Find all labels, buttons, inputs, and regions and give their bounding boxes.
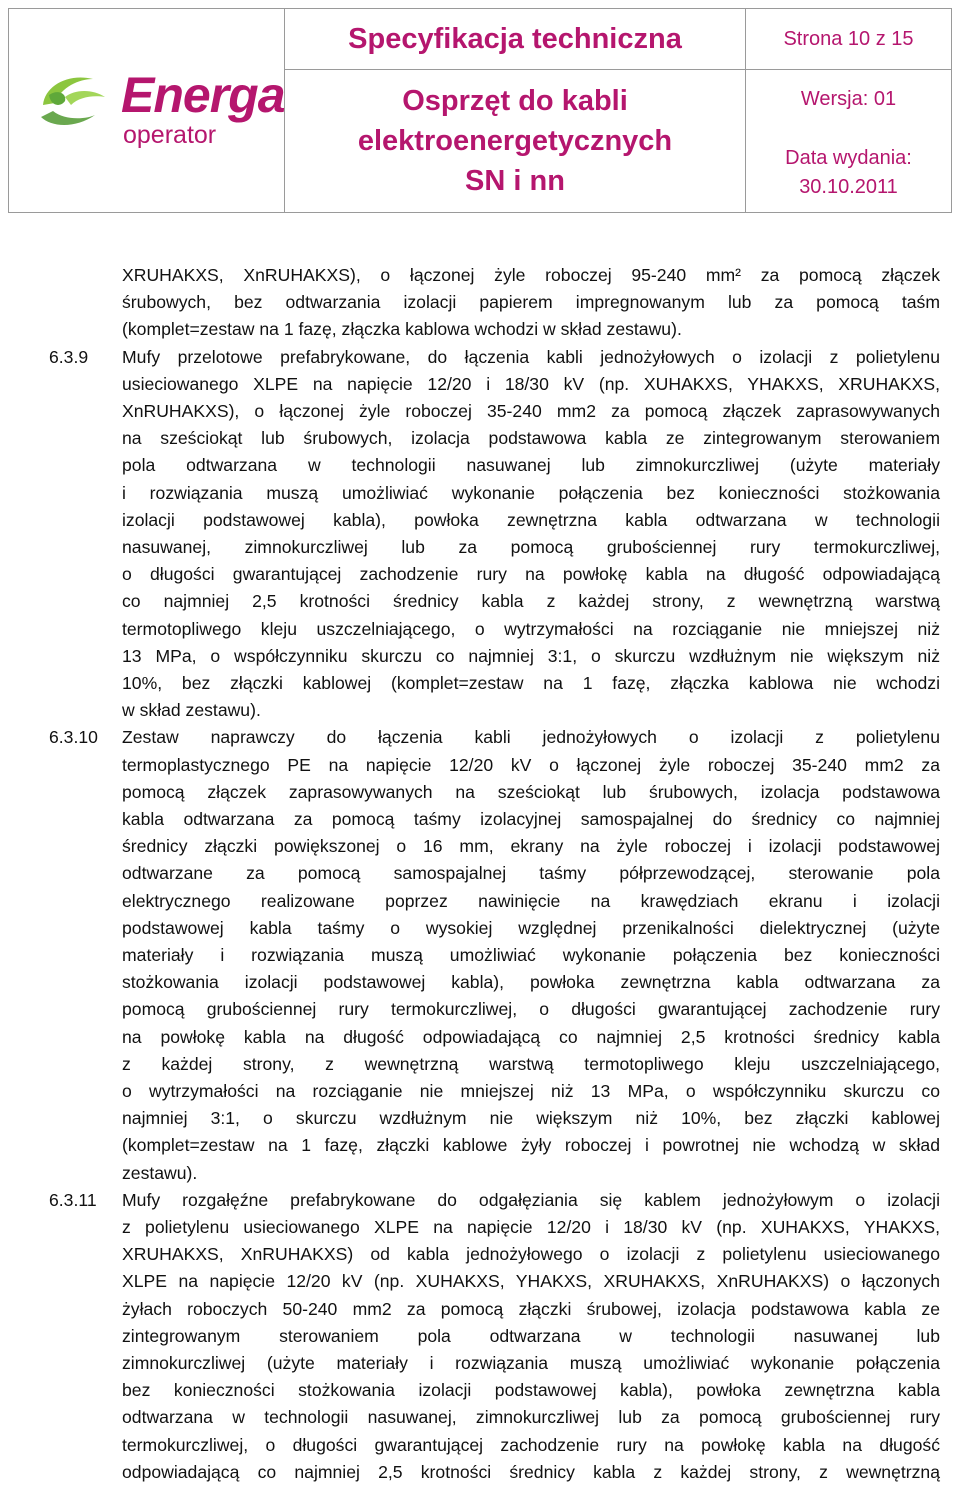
body-text-line: odtwarzana w technologii nasuwanej, zimnokurczliwej lub za pomocą grubościennej rury xyxy=(122,1407,940,1428)
body-text-line: najmniej 3:1, o skurczu wzdłużnym nie większym niż 10%, bez złączki kablowej xyxy=(122,1108,940,1129)
body-text-line: w skład zestawu). xyxy=(122,700,261,721)
subject-line-2: elektroenergetycznych xyxy=(357,125,673,157)
body-text-line: pola odtwarzana w technologii nasuwanej lub zimnokurczliwej (użyte materiały xyxy=(122,455,940,476)
title-cell xyxy=(285,9,746,212)
body-text-line: bez konieczności stożkowania izolacji podstawowej kabla), powłoka zewnętrzna kabla xyxy=(122,1380,940,1401)
body-text-line: termokurczliwej, o długości gwarantującej zachodzenie rury na powłokę kabla na długość xyxy=(122,1434,940,1455)
body-text-line: żyłach roboczych 50-240 mm2 za pomocą złączki śrubowej, izolacja podstawowa kabla ze xyxy=(122,1298,940,1319)
body-text-line: średnicy złączki powiększonej o 16 mm, ekrany na żyle roboczej i izolacji podstawowej xyxy=(122,836,940,857)
body-text-line: XnRUHAKXS), o łączonej żyle roboczej 35-240 mm2 za pomocą złączek zaprasowywanych xyxy=(122,401,940,421)
body-text-line: z polietylenu usieciowanego XLPE na napięcie 12/20 i 18/30 kV (np. XUHAKXS, YHAKXS, xyxy=(122,1217,940,1237)
body-text-line: elektrycznego realizowane poprzez nawinięcie na krawędziach ekranu i izolacji xyxy=(122,890,940,911)
body-text-line: nasuwanej, zimnokurczliwej lub za pomocą grubościennej rury termokurczliwej, xyxy=(122,537,940,557)
body-text-line: materiały i rozwiązania muszą umożliwiać wykonanie połączenia bez konieczności xyxy=(122,945,940,965)
body-text-line: XRUHAKXS, XnRUHAKXS) od kabla jednożyłowego o izolacji z polietylenu usieciowanego xyxy=(122,1244,940,1265)
body-text-line: o wytrzymałości na rozciąganie nie mniejszej niż 13 MPa, o współczynniku skurczu co xyxy=(122,1081,940,1101)
subject-line-3: SN i nn xyxy=(465,165,565,197)
body-text-line: pomocą grubościennej rury termokurczliwej, o długości gwarantującej zachodzenie rury xyxy=(122,999,940,1020)
version-block xyxy=(746,70,951,212)
body-text-line: XLPE na napięcie 12/20 kV (np. XUHAKXS, YHAKXS, XRUHAKXS, XnRUHAKXS) o łączonych xyxy=(122,1271,940,1292)
body-text-line: 13 MPa, o współczynniku skurczu co najmniej 3:1, o skurczu wzdłużnym nie większym niż xyxy=(122,645,940,666)
body-text-line: na powłokę kabla na długość odpowiadającą co najmniej 2,5 krotności średnicy kabla xyxy=(122,1026,940,1047)
body-text-line: zimnokurczliwej (użyte materiały i rozwiązania muszą umożliwiać wykonanie połączenia xyxy=(122,1353,940,1373)
section-number: 6.3.11 xyxy=(49,1189,97,1210)
body-text-line: i rozwiązania muszą umożliwiać wykonanie połączenia bez konieczności stożkowania xyxy=(122,482,940,503)
subject-block xyxy=(285,70,745,212)
date-label: Data wydania: xyxy=(785,147,912,169)
body-text-line: termoplastycznego PE na napięcie 12/20 kV o łączonej żyle roboczej 35-240 mm2 za xyxy=(122,754,940,775)
body-text-line: z każdej strony, z wewnętrzną warstwą termotopliwego kleju uszczelniającego, xyxy=(122,1053,940,1074)
body-text-line: zintegrowanym sterowaniem pola odtwarzana w technologii nasuwanej lub xyxy=(122,1325,940,1346)
section-number: 6.3.9 xyxy=(49,346,89,367)
subject-line-1: Osprzęt do kabli xyxy=(402,85,628,117)
body-text-line: (komplet=zestaw na 1 fazę, złączki kablowe żyły roboczej i powrotnej nie wchodzą w skład xyxy=(122,1135,940,1156)
body-text-line: co najmniej 2,5 krotności średnicy kabla z każdej strony, z wewnętrzną warstwą xyxy=(122,591,940,612)
energa-swirl-logo-icon xyxy=(35,67,115,137)
body-text-line: na sześciokąt lub śrubowych, izolacja podstawowa kabla ze zintegrowanym sterowaniem xyxy=(122,428,940,449)
doc-title-row xyxy=(285,9,745,70)
body-text-line: o długości gwarantującej zachodzenie rury na powłokę kabla na długość odpowiadającą xyxy=(122,564,940,585)
body-text-line: kabla odtwarzana za pomocą taśmy izolacyjnej samospajalnej do średnicy co najmniej xyxy=(122,809,940,829)
body-text-line: odpowiadającą co najmniej 2,5 krotności średnicy kabla z każdej strony, z wewnętrzną xyxy=(122,1461,940,1482)
body-text-line: XRUHAKXS, XnRUHAKXS), o łączonej żyle roboczej 95-240 mm² za pomocą złączek xyxy=(122,265,940,285)
body-text-line: podstawowej kabla taśmy o wysokiej względnej przenikalności dielektrycznej (użyte xyxy=(122,917,940,938)
version-label: Wersja: 01 xyxy=(800,88,897,110)
logo-text: Energa xyxy=(121,67,285,123)
meta-cell xyxy=(746,9,951,212)
section-number: 6.3.10 xyxy=(49,727,98,748)
page-label: Strona 10 z 15 xyxy=(783,27,914,50)
date-value: 30.10.2011 xyxy=(799,176,898,198)
body-text-line: 10%, bez złączki kablowej (komplet=zestaw na 1 fazę, złączka kablowa nie wchodzi xyxy=(122,673,940,693)
body-text-line: zestawu). xyxy=(122,1162,198,1183)
body-text-line: Mufy rozgałęźne prefabrykowane do odgałęziania się kablem jednożyłowym o izolacji xyxy=(122,1189,940,1210)
body-text-line: usieciowanego XLPE na napięcie 12/20 i 18/30 kV (np. XUHAKXS, YHAKXS, XRUHAKXS, xyxy=(122,373,940,394)
body-text-line: Mufy przelotowe prefabrykowane, do łączenia kabli jednożyłowych o izolacji z polietylenu xyxy=(122,346,940,367)
body-text-line: termotopliwego kleju uszczelniającego, o wytrzymałości na rozciąganie nie mniejszej niż xyxy=(122,618,940,639)
document-header xyxy=(8,8,952,213)
body-text-line: pomocą złączek zaprasowywanych na sześciokąt lub śrubowych, izolacja podstawowa xyxy=(122,781,940,802)
body-text-line: śrubowych, bez odtwarzania izolacji papierem impregnowanym lub za pomocą taśm xyxy=(122,292,940,313)
body-text-line: odtwarzane za pomocą samospajalnej taśmy półprzewodzącej, sterowanie pola xyxy=(122,863,940,884)
page-number-row xyxy=(746,9,951,70)
logo-subtitle: operator xyxy=(123,121,217,149)
doc-title: Specyfikacja techniczna xyxy=(348,22,682,55)
body-text-line: (komplet=zestaw na 1 fazę, złączka kablowa wchodzi w skład zestawu). xyxy=(122,319,682,340)
logo-cell xyxy=(9,9,285,212)
body-text-line: izolacji podstawowej kabla), powłoka zewnętrzna kabla odtwarzana w technologii xyxy=(122,509,940,530)
body-text-line: stożkowania izolacji podstawowej kabla), powłoka zewnętrzna kabla odtwarzana za xyxy=(122,972,940,993)
body-text-line: Zestaw naprawczy do łączenia kabli jednożyłowych o izolacji z polietylenu xyxy=(122,727,940,748)
